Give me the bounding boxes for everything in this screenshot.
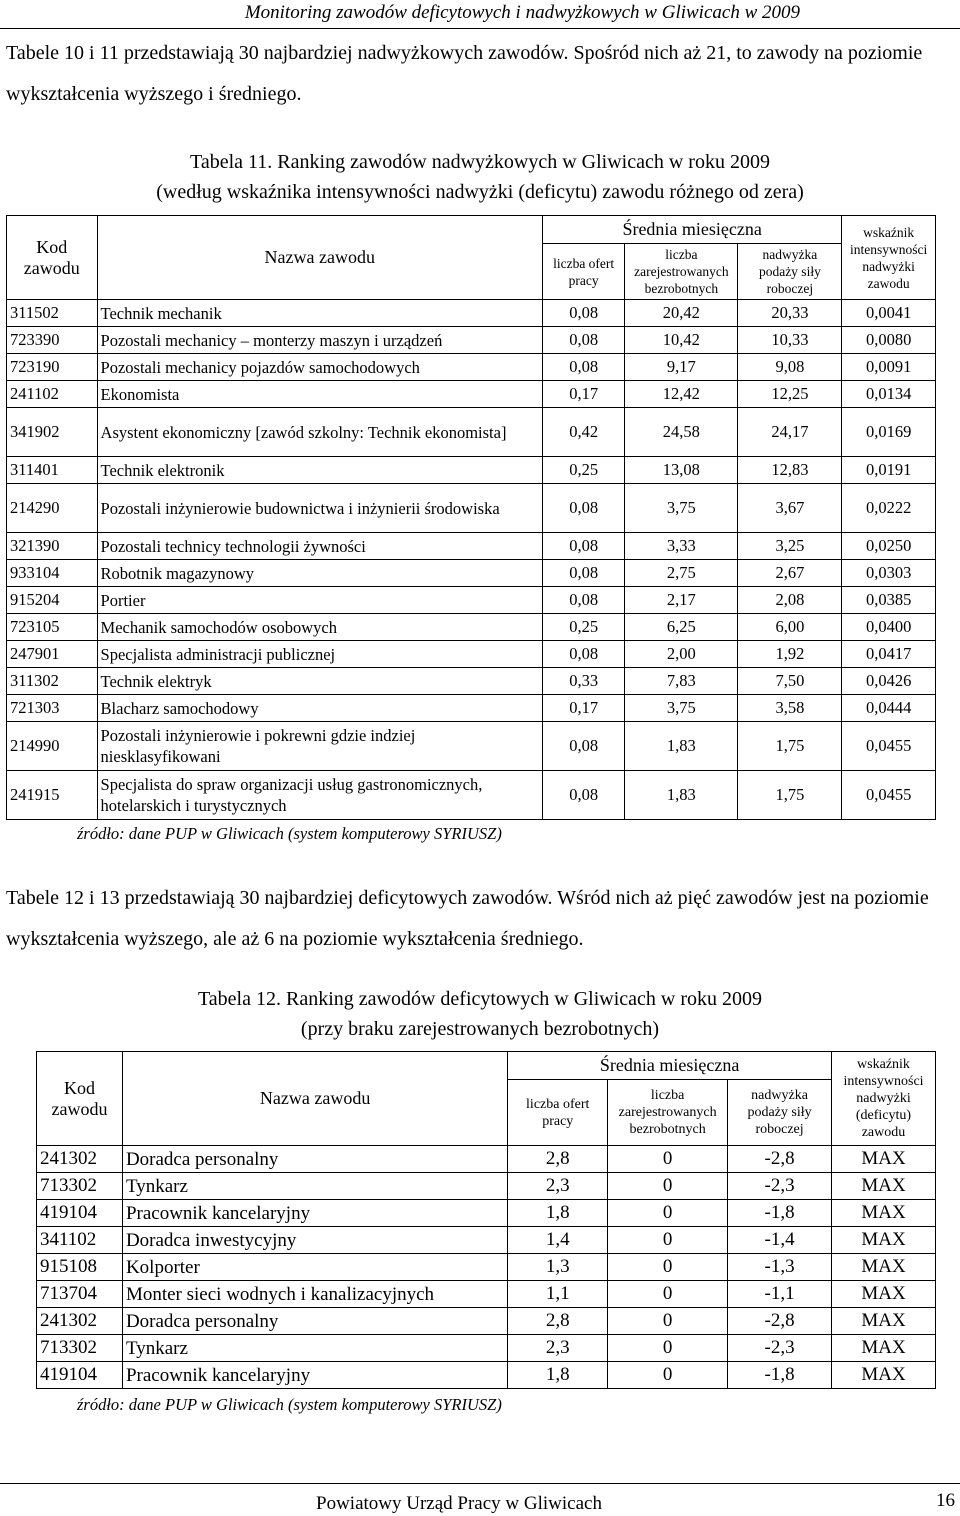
t12-header-kod: Kod zawodu	[37, 1052, 123, 1146]
cell-wskaznik: MAX	[832, 1227, 936, 1254]
table11-caption-line2: (według wskaźnika intensywności nadwyżki (deficytu) zawodu różnego od zera)	[156, 181, 804, 203]
cell-kod: 915108	[37, 1254, 123, 1281]
cell-oferty: 0,08	[542, 484, 624, 533]
cell-bezrobotni: 3,75	[625, 484, 738, 533]
table-row	[37, 1308, 936, 1335]
cell-nadwyzka: -2,8	[728, 1146, 832, 1173]
cell-kod: 721303	[7, 695, 98, 722]
table-row	[37, 1281, 936, 1308]
cell-wskaznik: 0,0417	[842, 641, 936, 668]
table11-caption-line1: Tabela 11. Ranking zawodów nadwyżkowych w Gliwicach w roku 2009	[190, 151, 770, 173]
cell-nazwa: Monter sieci wodnych i kanalizacyjnych	[122, 1281, 507, 1308]
cell-oferty: 0,25	[542, 457, 624, 484]
cell-nadwyzka: 9,08	[738, 354, 842, 381]
cell-nadwyzka: 6,00	[738, 614, 842, 641]
cell-wskaznik: 0,0041	[842, 300, 936, 327]
cell-nadwyzka: -2,3	[728, 1173, 832, 1200]
t11-header-nadwyzka: nadwyżka podaży siły roboczej	[738, 244, 842, 300]
cell-oferty: 0,17	[542, 695, 624, 722]
t12-header-nazwa: Nazwa zawodu	[122, 1052, 507, 1146]
cell-wskaznik: 0,0134	[842, 381, 936, 408]
cell-bezrobotni: 0	[608, 1200, 728, 1227]
cell-nadwyzka: -2,3	[728, 1335, 832, 1362]
cell-bezrobotni: 0	[608, 1281, 728, 1308]
cell-oferty: 0,08	[542, 587, 624, 614]
cell-nadwyzka: -1,4	[728, 1227, 832, 1254]
cell-kod: 311401	[7, 457, 98, 484]
cell-kod: 321390	[7, 533, 98, 560]
cell-nadwyzka: 20,33	[738, 300, 842, 327]
cell-nadwyzka: -2,8	[728, 1308, 832, 1335]
cell-kod: 713302	[37, 1335, 123, 1362]
cell-nazwa: Technik mechanik	[97, 300, 542, 327]
cell-wskaznik: 0,0091	[842, 354, 936, 381]
cell-bezrobotni: 0	[608, 1335, 728, 1362]
cell-nadwyzka: 24,17	[738, 408, 842, 457]
cell-oferty: 1,1	[508, 1281, 608, 1308]
cell-kod: 723390	[7, 327, 98, 354]
cell-nadwyzka: 7,50	[738, 668, 842, 695]
table-row	[7, 695, 936, 722]
cell-nazwa: Specjalista administracji publicznej	[97, 641, 542, 668]
table-row	[7, 484, 936, 533]
cell-oferty: 2,3	[508, 1173, 608, 1200]
cell-oferty: 0,08	[542, 722, 624, 771]
table12-caption-line1: Tabela 12. Ranking zawodów deficytowych w Gliwicach w roku 2009	[197, 988, 762, 1010]
cell-bezrobotni: 1,83	[625, 722, 738, 771]
cell-nazwa: Specjalista do spraw organizacji usług gastronomicznych, hotelarskich i turystycznych	[97, 771, 542, 820]
table-row	[7, 457, 936, 484]
cell-nazwa: Kolporter	[122, 1254, 507, 1281]
cell-wskaznik: 0,0169	[842, 408, 936, 457]
table-row	[7, 381, 936, 408]
cell-wskaznik: 0,0385	[842, 587, 936, 614]
cell-nazwa: Pozostali technicy technologii żywności	[97, 533, 542, 560]
cell-bezrobotni: 3,33	[625, 533, 738, 560]
table-row	[37, 1362, 936, 1389]
cell-kod: 341102	[37, 1227, 123, 1254]
table-row	[37, 1254, 936, 1281]
cell-oferty: 0,08	[542, 560, 624, 587]
cell-nadwyzka: -1,3	[728, 1254, 832, 1281]
cell-oferty: 0,08	[542, 641, 624, 668]
table-row	[7, 668, 936, 695]
t11-header-nazwa: Nazwa zawodu	[97, 216, 542, 300]
cell-wskaznik: 0,0455	[842, 771, 936, 820]
cell-kod: 247901	[7, 641, 98, 668]
cell-nadwyzka: 1,92	[738, 641, 842, 668]
cell-nazwa: Tynkarz	[122, 1173, 507, 1200]
cell-nazwa: Blacharz samochodowy	[97, 695, 542, 722]
t11-header-oferty: liczba ofert pracy	[542, 244, 624, 300]
table-row	[7, 722, 936, 771]
table-row	[37, 1173, 936, 1200]
cell-kod: 311302	[7, 668, 98, 695]
cell-wskaznik: MAX	[832, 1200, 936, 1227]
cell-oferty: 2,8	[508, 1308, 608, 1335]
cell-bezrobotni: 2,17	[625, 587, 738, 614]
table-row	[37, 1200, 936, 1227]
table-row	[7, 300, 936, 327]
t12-header-oferty: liczba ofert pracy	[508, 1080, 608, 1146]
cell-nadwyzka: 2,08	[738, 587, 842, 614]
cell-oferty: 2,3	[508, 1335, 608, 1362]
cell-oferty: 1,8	[508, 1362, 608, 1389]
cell-oferty: 0,08	[542, 300, 624, 327]
cell-nadwyzka: 1,75	[738, 722, 842, 771]
cell-oferty: 2,8	[508, 1146, 608, 1173]
cell-bezrobotni: 24,58	[625, 408, 738, 457]
table-row	[7, 614, 936, 641]
cell-kod: 723105	[7, 614, 98, 641]
cell-wskaznik: 0,0426	[842, 668, 936, 695]
second-paragraph: Tabele 12 i 13 przedstawiają 30 najbardziej deficytowych zawodów. Wśród nich aż pięć zawodów jest na poziomie wykształcenia wyższego, ale aż 6 na poziomie wykształcenia średniego.	[6, 887, 929, 950]
cell-oferty: 1,8	[508, 1200, 608, 1227]
cell-wskaznik: 0,0222	[842, 484, 936, 533]
cell-wskaznik: 0,0080	[842, 327, 936, 354]
cell-nazwa: Robotnik magazynowy	[97, 560, 542, 587]
cell-bezrobotni: 13,08	[625, 457, 738, 484]
cell-wskaznik: 0,0455	[842, 722, 936, 771]
cell-nazwa: Mechanik samochodów osobowych	[97, 614, 542, 641]
cell-nazwa: Pozostali inżynierowie budownictwa i inżynierii środowiska	[97, 484, 542, 533]
cell-bezrobotni: 20,42	[625, 300, 738, 327]
table11-caption	[80, 147, 880, 207]
table-row	[7, 354, 936, 381]
cell-kod: 241302	[37, 1308, 123, 1335]
cell-wskaznik: MAX	[832, 1281, 936, 1308]
table-row	[37, 1146, 936, 1173]
t11-header-wskaznik: wskaźnik intensywności nadwyżki zawodu	[842, 216, 936, 300]
cell-bezrobotni: 12,42	[625, 381, 738, 408]
footer-text: Powiatowy Urząd Pracy w Gliwicach	[316, 1493, 602, 1514]
cell-bezrobotni: 0	[608, 1227, 728, 1254]
t12-header-srednia: Średnia miesięczna	[508, 1052, 832, 1080]
cell-nadwyzka: -1,8	[728, 1200, 832, 1227]
table-row	[7, 533, 936, 560]
cell-nadwyzka: 12,25	[738, 381, 842, 408]
table-row	[7, 327, 936, 354]
cell-wskaznik: 0,0250	[842, 533, 936, 560]
cell-nadwyzka: 12,83	[738, 457, 842, 484]
t11-header-bezrobotni: liczba zarejestrowanych bezrobotnych	[625, 244, 738, 300]
cell-bezrobotni: 0	[608, 1146, 728, 1173]
cell-wskaznik: MAX	[832, 1335, 936, 1362]
cell-bezrobotni: 0	[608, 1362, 728, 1389]
cell-oferty: 0,42	[542, 408, 624, 457]
cell-bezrobotni: 6,25	[625, 614, 738, 641]
cell-kod: 713302	[37, 1173, 123, 1200]
cell-kod: 241915	[7, 771, 98, 820]
cell-nazwa: Doradca personalny	[122, 1146, 507, 1173]
cell-wskaznik: MAX	[832, 1308, 936, 1335]
header-divider	[0, 28, 960, 29]
cell-bezrobotni: 1,83	[625, 771, 738, 820]
cell-oferty: 0,08	[542, 354, 624, 381]
cell-oferty: 0,17	[542, 381, 624, 408]
cell-nazwa: Pozostali mechanicy pojazdów samochodowych	[97, 354, 542, 381]
running-header: Monitoring zawodów deficytowych i nadwyżkowych w Gliwicach w 2009	[244, 2, 800, 23]
cell-wskaznik: 0,0400	[842, 614, 936, 641]
cell-nazwa: Pozostali mechanicy – monterzy maszyn i urządzeń	[97, 327, 542, 354]
table12-source: źródło: dane PUP w Gliwicach (system komputerowy SYRIUSZ)	[77, 1395, 502, 1414]
cell-nadwyzka: 2,67	[738, 560, 842, 587]
cell-kod: 214290	[7, 484, 98, 533]
cell-nazwa: Ekonomista	[97, 381, 542, 408]
cell-kod: 419104	[37, 1200, 123, 1227]
t12-header-bezrobotni: liczba zarejestrowanych bezrobotnych	[608, 1080, 728, 1146]
cell-wskaznik: MAX	[832, 1173, 936, 1200]
cell-kod: 341902	[7, 408, 98, 457]
cell-nadwyzka: 3,67	[738, 484, 842, 533]
t11-header-kod: Kod zawodu	[7, 216, 98, 300]
table-row	[7, 641, 936, 668]
cell-bezrobotni: 2,00	[625, 641, 738, 668]
cell-kod: 419104	[37, 1362, 123, 1389]
cell-nazwa: Portier	[97, 587, 542, 614]
cell-nadwyzka: -1,1	[728, 1281, 832, 1308]
table11	[6, 215, 936, 820]
cell-nazwa: Tynkarz	[122, 1335, 507, 1362]
t12-header-wskaznik: wskaźnik intensywności nadwyżki (deficytu) zawodu	[832, 1052, 936, 1146]
cell-kod: 723190	[7, 354, 98, 381]
table12	[36, 1051, 936, 1389]
cell-kod: 713704	[37, 1281, 123, 1308]
cell-oferty: 0,08	[542, 771, 624, 820]
cell-nazwa: Technik elektryk	[97, 668, 542, 695]
table12-caption	[80, 984, 880, 1044]
table11-source: źródło: dane PUP w Gliwicach (system komputerowy SYRIUSZ)	[77, 824, 502, 843]
table-row	[7, 560, 936, 587]
cell-wskaznik: 0,0444	[842, 695, 936, 722]
cell-kod: 214990	[7, 722, 98, 771]
cell-oferty: 0,25	[542, 614, 624, 641]
cell-wskaznik: 0,0191	[842, 457, 936, 484]
cell-bezrobotni: 7,83	[625, 668, 738, 695]
cell-nazwa: Asystent ekonomiczny [zawód szkolny: Technik ekonomista]	[97, 408, 542, 457]
cell-kod: 241102	[7, 381, 98, 408]
page-number: 16	[936, 1490, 955, 1511]
cell-nadwyzka: 3,58	[738, 695, 842, 722]
cell-oferty: 0,08	[542, 327, 624, 354]
cell-oferty: 0,08	[542, 533, 624, 560]
cell-bezrobotni: 2,75	[625, 560, 738, 587]
intro-paragraph: Tabele 10 i 11 przedstawiają 30 najbardziej nadwyżkowych zawodów. Spośród nich aż 21, to zawody na poziomie wykształcenia wyższego i średniego.	[6, 42, 923, 105]
cell-oferty: 0,33	[542, 668, 624, 695]
cell-nadwyzka: 3,25	[738, 533, 842, 560]
cell-kod: 915204	[7, 587, 98, 614]
cell-wskaznik: MAX	[832, 1362, 936, 1389]
cell-nazwa: Pozostali inżynierowie i pokrewni gdzie indziej niesklasyfikowani	[97, 722, 542, 771]
cell-kod: 933104	[7, 560, 98, 587]
table-row	[7, 587, 936, 614]
cell-kod: 241302	[37, 1146, 123, 1173]
cell-kod: 311502	[7, 300, 98, 327]
cell-nazwa: Pracownik kancelaryjny	[122, 1362, 507, 1389]
cell-nazwa: Doradca personalny	[122, 1308, 507, 1335]
cell-bezrobotni: 0	[608, 1308, 728, 1335]
cell-bezrobotni: 10,42	[625, 327, 738, 354]
cell-bezrobotni: 0	[608, 1254, 728, 1281]
t11-header-srednia: Średnia miesięczna	[542, 216, 841, 244]
cell-nadwyzka: 10,33	[738, 327, 842, 354]
cell-wskaznik: 0,0303	[842, 560, 936, 587]
table-row	[7, 408, 936, 457]
cell-wskaznik: MAX	[832, 1254, 936, 1281]
cell-bezrobotni: 3,75	[625, 695, 738, 722]
table-row	[37, 1335, 936, 1362]
cell-nazwa: Doradca inwestycyjny	[122, 1227, 507, 1254]
cell-bezrobotni: 0	[608, 1173, 728, 1200]
table-row	[7, 771, 936, 820]
cell-nadwyzka: -1,8	[728, 1362, 832, 1389]
cell-oferty: 1,4	[508, 1227, 608, 1254]
table-row	[37, 1227, 936, 1254]
cell-nazwa: Pracownik kancelaryjny	[122, 1200, 507, 1227]
cell-nazwa: Technik elektronik	[97, 457, 542, 484]
cell-nadwyzka: 1,75	[738, 771, 842, 820]
t12-header-nadwyzka: nadwyżka podaży siły roboczej	[728, 1080, 832, 1146]
table12-caption-line2: (przy braku zarejestrowanych bezrobotnych)	[300, 1018, 660, 1040]
cell-bezrobotni: 9,17	[625, 354, 738, 381]
cell-wskaznik: MAX	[832, 1146, 936, 1173]
cell-oferty: 1,3	[508, 1254, 608, 1281]
footer-divider	[0, 1483, 960, 1484]
